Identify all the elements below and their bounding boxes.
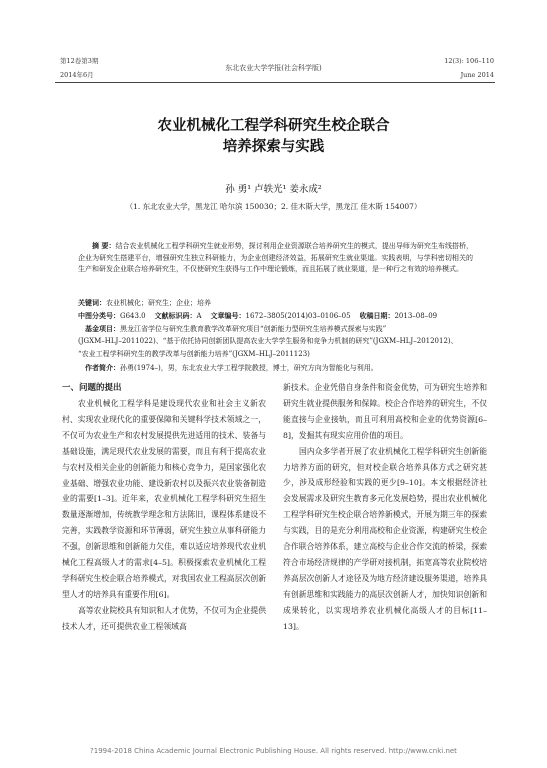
copyright-footer: ?1994-2018 China Academic Journal Electronic Publishing House. All rights reserved. http://www.cnki.net	[90, 747, 457, 755]
received-label: 收稿日期：	[359, 311, 395, 320]
header-journal: 东北农业大学学报(社会科学版)	[225, 64, 322, 72]
fund-text-2: (JGXM–HLJ–2011022)、“基于依托协同创新团队提高农业大学学生服务和竞争力机制的研究”(JGXM–HLJ–2012012)、	[78, 337, 458, 345]
classification-line	[78, 310, 473, 323]
header-rule	[55, 82, 495, 83]
doc-code-label: 文献标识码：	[154, 311, 197, 320]
keywords-text: 农业机械化；研究生；企业；培养	[106, 299, 211, 307]
author-bio-label: 作者简介：	[85, 363, 120, 372]
doc-code-value: A	[196, 312, 202, 320]
author-list: 孙 勇¹ 卢轶光¹ 姜永成²	[225, 184, 322, 195]
author-bio	[85, 362, 473, 375]
author-affiliation: （1. 东北农业大学，黑龙江 哈尔滨 150030；2. 佳木斯大学，黑龙江 佳木斯 154007）	[125, 202, 422, 211]
abstract-text: 结合农业机械化工程学科研究生就业形势，探讨利用企业资源联合培养研究生的模式，提出导师为研究生布线搭桥，企业为研究生搭建平台，增强研究生独立科研能力，为企业创建经济效益，拓展研究生就业渠道。实践表明，与学科密切相关的生产和研发企业联合培养研究生，不仅使研究生获得与工作中理论锻炼，而且拓展了就业渠道，是一种行之有效的培养模式。	[78, 242, 474, 273]
body-paragraph: 新技术。企业凭借自身条件和资金优势，可为研究生培养和研究生就业提供服务和保障。校企合作培养的研究生，不仅能直接与企业接轨，而且可利用高校和企业的优势资源[6–8]，发掘其有现实应用价值的项目。	[283, 383, 487, 440]
keywords	[78, 297, 473, 310]
paper-title-line2: 培养探索与实践	[222, 138, 325, 155]
section-heading: 一、问题的提出	[62, 383, 122, 393]
author-bio-text: 孙勇(1974–)，男，东北农业大学工程学院教授，博士，研究方向为智能化与利用。	[120, 364, 378, 372]
fund-text-3: “农业工程学科研究生的教学改革与创新能力培养”(JGXM–HLJ–2011123)	[78, 350, 310, 358]
body-paragraph: 国内众多学者开展了农业机械化工程学科研究生创新能力培养方面的研究，但对校企联合培养具体方式之研究甚少，涉及成形经验和实践的更少[9–10]。本文根据经济社会发展需求及研究生教育多元化发展趋势，提出农业机械化工程学科研究生校企联合培养新模式，开展为期三年的探索与实践，目的是充分利用高校和企业资源，构建研究生校企合作联合培养体系，建立高校与企业合作交流的桥梁，探索符合市场经济规律的产学研对接机制，拓宽高等农业院校培养高层次创新人才途径及为地方经济建设服务渠道，培养具有创新思维和实践能力的高层次创新人才，加快知识创新和成果转化，以实现培养农业机械化高级人才的目标[11–13]。	[283, 446, 487, 631]
header-volume: 第12卷第3期	[60, 57, 99, 65]
keywords-label: 关键词：	[78, 298, 106, 307]
abstract	[78, 240, 473, 276]
fund-text-1: 黑龙江省学位与研究生教育教学改革研究项目“创新能力型研究生培养模式探索与实践”	[120, 325, 387, 333]
fund-line1	[85, 323, 473, 336]
clc-label: 中图分类号：	[78, 311, 120, 320]
right-column	[283, 380, 487, 635]
fund-label: 基金项目：	[85, 324, 120, 333]
body-paragraph: 农业机械化工程学科是建设现代农业和社会主义新农村、实现农业现代化的重要保障和关键科学技术领域之一，不仅可为农业生产和农村发展提供先进适用的技术、装备与基础设施，满足现代农业发展的需要，而且有利于提高农业与农村及相关企业的创新能力和核心竞争力，是国家强化农业基础、增强农业功能、建设新农村以及振兴农业装备制造业的需要[1–3]。近年来，农业机械化工程学科研究生招生数量逐渐增加，传统教学理念和方法陈旧，课程体系建设不完善，实践教学资源和环节薄弱，研究生独立从事科研能力不强，创新思维和创新能力欠佳，难以适应培养现代农业机械化工程高级人才的需求[4–5]。积极探索农业机械化工程学科研究生校企联合培养模式，对我国农业工程高层次创新型人才的培养具有重要作用[6]。	[62, 399, 266, 599]
header-date: 2014年6月	[60, 71, 94, 79]
article-number-label: 文章编号：	[210, 311, 246, 320]
left-column	[62, 380, 266, 635]
received-value: 2013–08–09	[394, 312, 438, 320]
abstract-label: 摘 要：	[92, 241, 116, 250]
paper-title-line1: 农业机械化工程学科研究生校企联合	[157, 117, 390, 134]
header-date-en: June 2014	[460, 71, 494, 79]
body-paragraph: 高等农业院校具有知识和人才优势，不仅可为企业提供技术人才，还可提供农业工程领域高	[62, 605, 266, 631]
clc-value: G643.0	[120, 312, 146, 320]
header-pages: 12(3): 106–110	[444, 57, 494, 65]
article-number-value: 1672–3805(2014)03–0106–05	[245, 312, 351, 320]
